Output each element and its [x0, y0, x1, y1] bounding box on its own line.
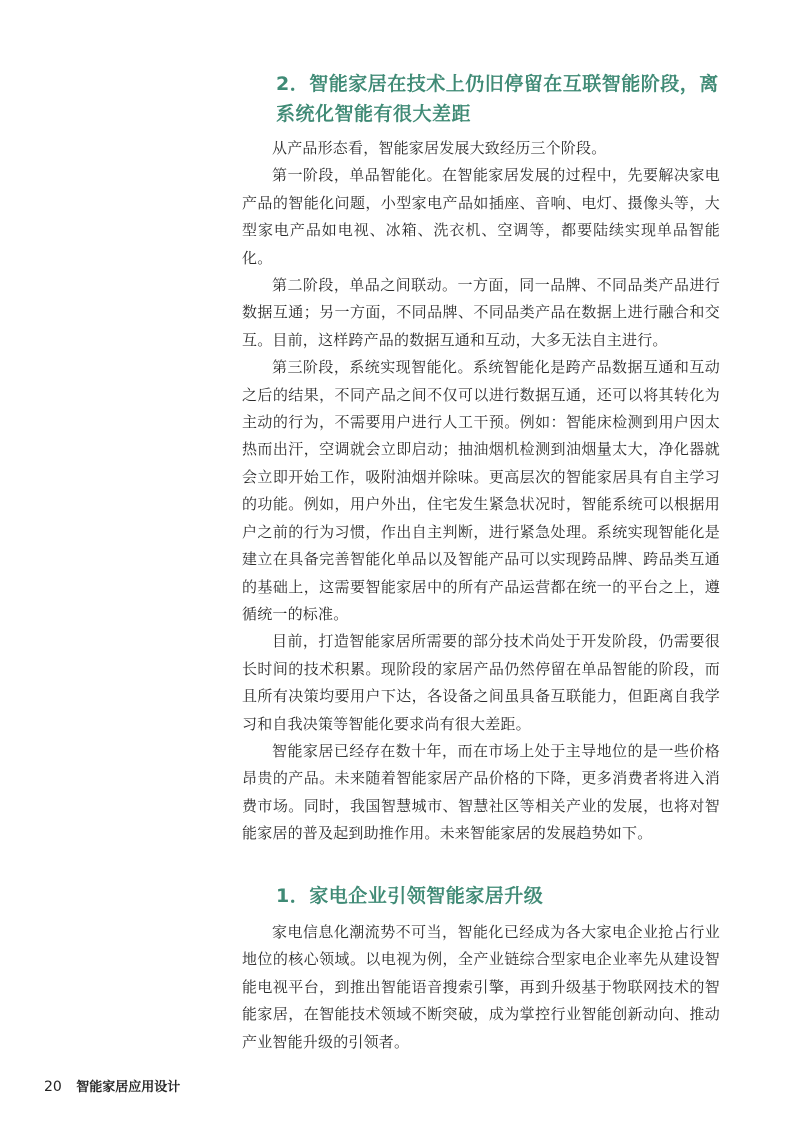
- page-footer: [44, 1076, 180, 1095]
- book-title: 智能家居应用设计: [76, 1080, 181, 1095]
- paragraph: 家电信息化潮流势不可当，智能化已经成为各大家电企业抢占行业地位的核心领域。以电视为例，全产业链综合型家电企业率先从建设智能电视平台，到推出智能语音搜索引擎，再到升级基于物联网技术的智能家居，在智能技术领域不断突破，成为掌控行业智能创新动向、推动产业智能升级的引领者。: [242, 923, 720, 1051]
- paragraph: 第三阶段，系统实现智能化。系统智能化是跨产品数据互通和互动之后的结果，不同产品之间不仅可以进行数据互通，还可以将其转化为主动的行为，不需要用户进行人工干预。例如：智能床检测到用户因太热而出汗，空调就会立即启动；抽油烟机检测到油烟量太大，净化器就会立即开始工作，吸附油烟并除味。更高层次的智能家居具有自主学习的功能。例如，用户外出，住宅发生紧急状况时，智能系统可以根据用户之前的行为习惯，作出自主判断，进行紧急处理。系统实现智能化是建立在具备完善智能化单品以及智能产品可以实现跨品牌、跨品类互通的基础上，这需要智能家居中的所有产品运营都在统一的平台之上，遵循统一的标准。: [242, 358, 720, 623]
- subsection-body: [242, 919, 720, 1056]
- paragraph: 目前，打造智能家居所需要的部分技术尚处于开发阶段，仍需要很长时间的技术积累。现阶段的家居产品仍然停留在单品智能的阶段，而且所有决策均要用户下达，各设备之间虽具备互联能力，但距离自我学习和自我决策等智能化要求尚有很大差距。: [242, 632, 720, 733]
- section-heading: 2．智能家居在技术上仍旧停留在互联智能阶段，离系统化智能有很大差距: [276, 73, 719, 125]
- paragraph: 从产品形态看，智能家居发展大致经历三个阶段。: [272, 139, 607, 157]
- section-body: [242, 135, 720, 848]
- paragraph: 智能家居已经存在数十年，而在市场上处于主导地位的是一些价格昂贵的产品。未来随着智能家居产品价格的下降，更多消费者将进入消费市场。同时，我国智慧城市、智慧社区等相关产业的发展，也将对智能家居的普及起到助推作用。未来智能家居的发展趋势如下。: [242, 741, 720, 843]
- subsection-heading: 1．家电企业引领智能家居升级: [276, 885, 544, 907]
- page-number: 20: [44, 1079, 62, 1095]
- paragraph: 第二阶段，单品之间联动。一方面，同一品牌、不同品类产品进行数据互通；另一方面，不同品牌、不同品类产品在数据上进行融合和交互。目前，这样跨产品的数据互通和互动，大多无法自主进行。: [242, 276, 720, 349]
- paragraph: 第一阶段，单品智能化。在智能家居发展的过程中，先要解决家电产品的智能化问题，小型家电产品如插座、音响、电灯、摄像头等，大型家电产品如电视、冰箱、洗衣机、空调等，都要陆续实现单品智能化。: [242, 166, 720, 267]
